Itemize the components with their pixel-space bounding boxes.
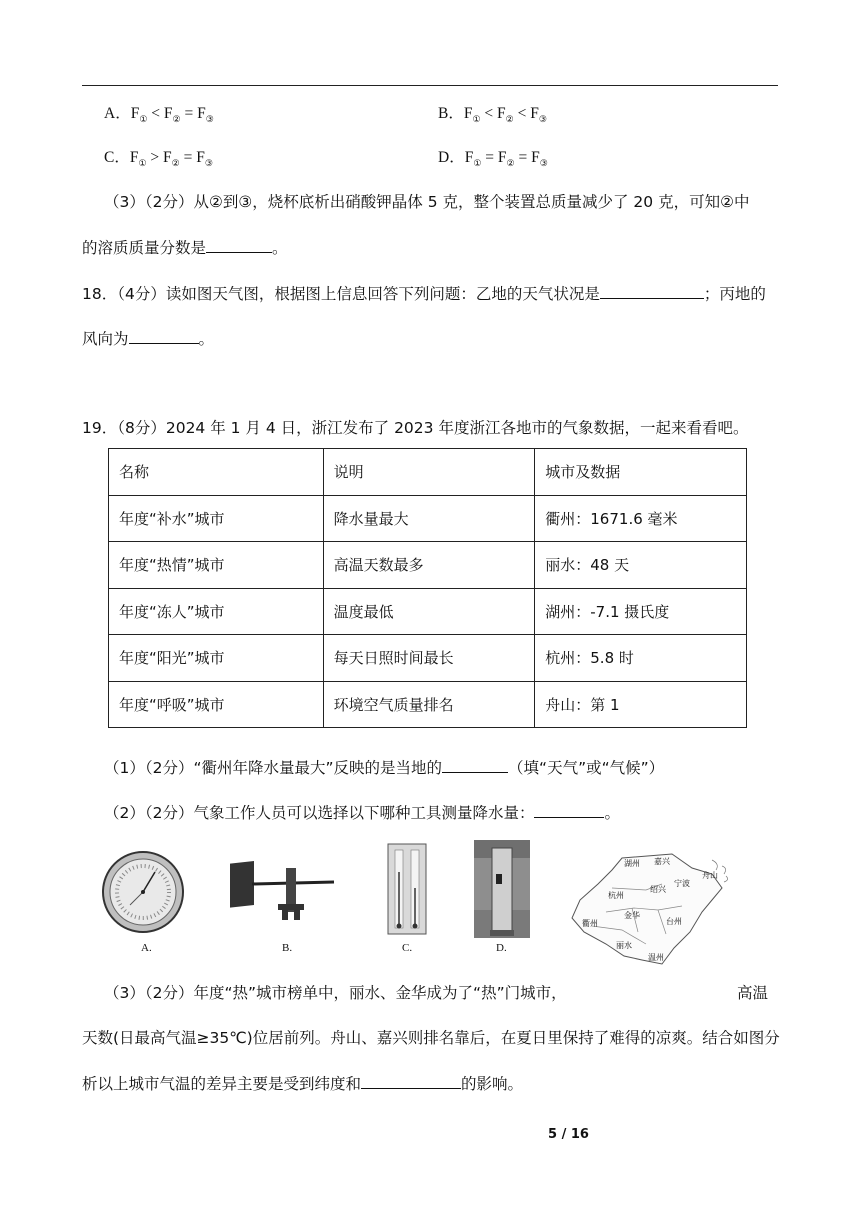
option-a: A．$F_① < F_② = F_③$ xyxy=(104,105,214,125)
q17-3-line2: 的溶质质量分数是 。 xyxy=(82,239,288,257)
table-row xyxy=(109,588,747,635)
table-cell: 年度“冻人”城市 xyxy=(109,588,324,635)
option-d: D．$F_① = F_② = F_③$ xyxy=(438,149,548,169)
page-number: 5 / 16 xyxy=(548,1127,589,1142)
q19-sub2: （2）（2分）气象工作人员可以选择以下哪种工具测量降水量： 。 xyxy=(104,804,620,822)
table-row xyxy=(109,542,747,589)
table-cell: 年度“补水”城市 xyxy=(109,495,324,542)
q19-intro: 19．（8分）2024 年 1 月 4 日，浙江发布了 2023 年度浙江各地市的气象数据，一起来看看吧。 xyxy=(82,419,749,437)
map-label: 金华 xyxy=(624,911,640,920)
thermometer-image xyxy=(386,842,428,936)
table-cell: 杭州：5.8 时 xyxy=(535,635,747,682)
table-cell: 年度“热情”城市 xyxy=(109,542,324,589)
table-row xyxy=(109,681,747,728)
q17-3-line1: （3）（2分）从②到③，烧杯底析出硝酸钾晶体 5 克，整个装置总质量减少了 20 克，可知②中 xyxy=(104,193,750,211)
map-label: 杭州 xyxy=(608,891,624,900)
barometer-image xyxy=(100,850,188,934)
table-cell: 湖州：-7.1 摄氏度 xyxy=(535,588,747,635)
wind-vane-image xyxy=(226,860,338,924)
q19-sub3-line3: 析以上城市气温的差异主要是受到纬度和 的影响。 xyxy=(82,1075,524,1093)
table-header-row xyxy=(109,449,747,496)
image-label-a: A. xyxy=(141,942,152,954)
map-label: 台州 xyxy=(666,917,682,926)
answer-blank[interactable] xyxy=(534,803,604,818)
map-label: 丽水 xyxy=(616,941,632,950)
table-cell: 年度“阳光”城市 xyxy=(109,635,324,682)
table-row xyxy=(109,495,747,542)
table-cell: 温度最低 xyxy=(323,588,535,635)
answer-blank[interactable] xyxy=(129,329,199,344)
q19-sub1: （1）（2分）“衢州年降水量最大”反映的是当地的 （填“天气”或“气候”） xyxy=(104,759,665,777)
map-label: 嘉兴 xyxy=(654,857,670,866)
answer-blank[interactable] xyxy=(600,284,704,299)
image-label-b: B. xyxy=(282,942,293,954)
map-label: 湖州 xyxy=(624,859,640,868)
table-cell: 环境空气质量排名 xyxy=(323,681,535,728)
answer-blank[interactable] xyxy=(206,238,272,253)
map-label: 舟山 xyxy=(702,871,718,880)
q19-sub3-line2: 天数(日最高气温≥35℃)位居前列。舟山、嘉兴则排名靠后，在夏日里保持了难得的凉爽。结合如图分 xyxy=(82,1029,780,1047)
map-label: 温州 xyxy=(648,953,664,962)
q19-sub3-line1: （3）（2分）年度“热”城市榜单中，丽水、金华成为了“热”门城市， xyxy=(104,984,567,1002)
map-label: 宁波 xyxy=(674,879,690,888)
zhejiang-map xyxy=(562,848,738,972)
rain-gauge-image xyxy=(474,840,530,938)
weather-data-table xyxy=(108,448,747,728)
image-label-d: D. xyxy=(496,942,507,954)
table-cell: 降水量最大 xyxy=(323,495,535,542)
table-cell: 舟山：第 1 xyxy=(535,681,747,728)
table-cell: 每天日照时间最长 xyxy=(323,635,535,682)
table-cell: 年度“呼吸”城市 xyxy=(109,681,324,728)
map-label: 绍兴 xyxy=(650,885,666,894)
q18-line1: 18．（4分）读如图天气图，根据图上信息回答下列问题：乙地的天气状况是 ；丙地的 xyxy=(82,285,766,303)
table-header: 说明 xyxy=(323,449,535,496)
table-cell: 衢州：1671.6 毫米 xyxy=(535,495,747,542)
answer-blank[interactable] xyxy=(361,1074,461,1089)
option-c: C．$F_① > F_② = F_③$ xyxy=(104,149,213,169)
table-cell: 丽水：48 天 xyxy=(535,542,747,589)
option-b: B．$F_① < F_② < F_③$ xyxy=(438,105,547,125)
table-cell: 高温天数最多 xyxy=(323,542,535,589)
table-header: 名称 xyxy=(109,449,324,496)
table-row xyxy=(109,635,747,682)
q19-sub3-line1-right: 高温 xyxy=(737,984,769,1002)
image-label-c: C. xyxy=(402,942,413,954)
top-rule xyxy=(82,85,778,86)
map-label: 衢州 xyxy=(582,919,598,928)
answer-blank[interactable] xyxy=(442,758,508,773)
q18-line2: 风向为 。 xyxy=(82,330,215,348)
table-header: 城市及数据 xyxy=(535,449,747,496)
